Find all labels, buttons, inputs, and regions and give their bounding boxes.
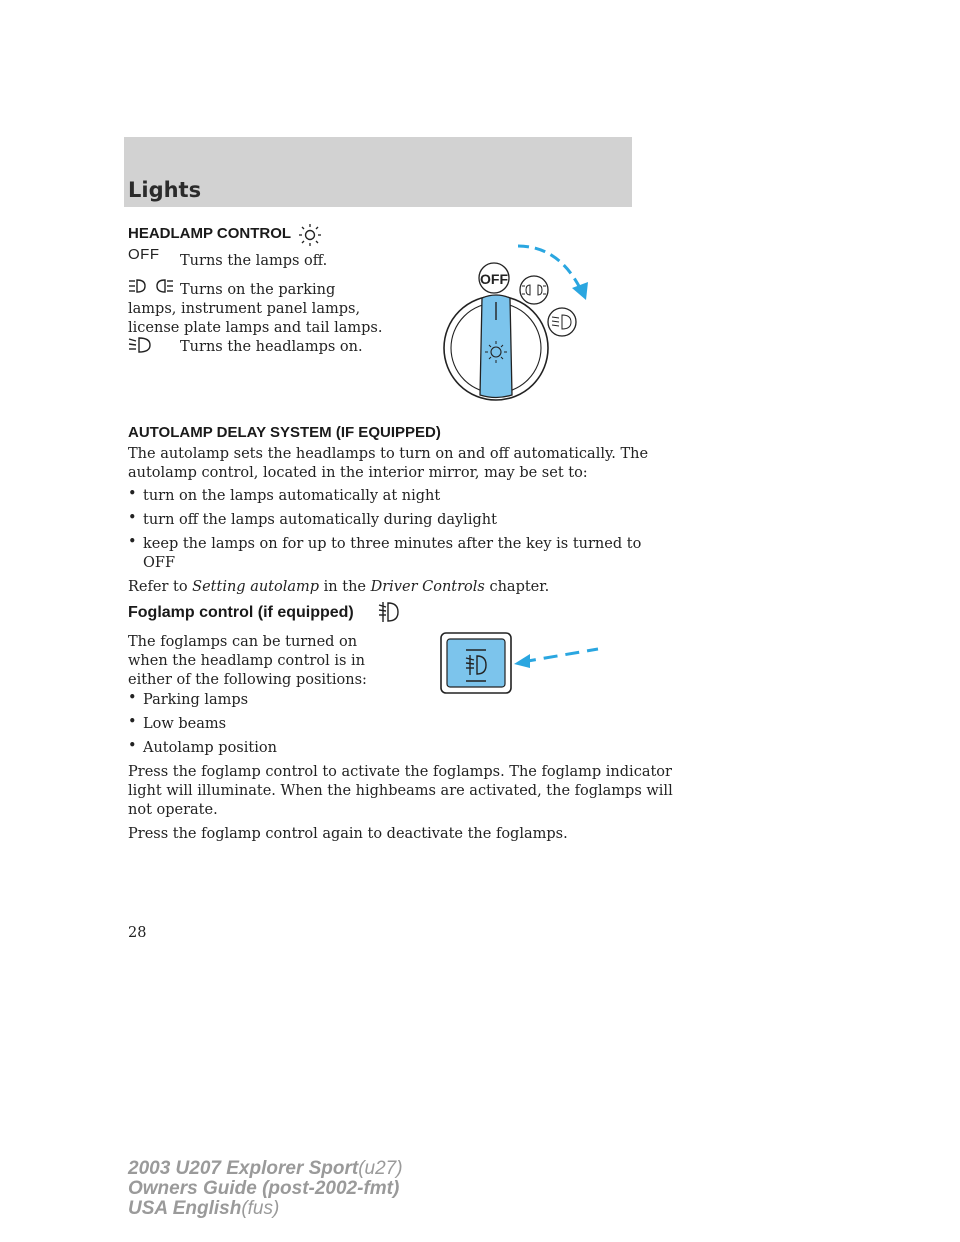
autolamp-bullet-2: turn off the lamps automatically during daylight (143, 512, 497, 528)
headlamps-icon (128, 336, 152, 354)
footer-guide: Owners Guide (post-2002-fmt) (128, 1178, 400, 1199)
foglamp-icon (378, 600, 400, 624)
foglamp-intro-line-2: when the headlamp control is in (128, 653, 365, 669)
off-label: OFF (128, 246, 160, 263)
off-description: Turns the lamps off. (180, 253, 328, 269)
section-title: Lights (128, 178, 202, 202)
parking-description-line-1: Turns on the parking (180, 282, 336, 298)
foglamp-para1-line-1: Press the foglamp control to activate the foglamps. The foglamp indicator (128, 764, 672, 780)
bullet-marker: • (128, 486, 137, 502)
bullet-marker: • (128, 534, 137, 550)
refer-suffix: chapter. (489, 579, 550, 595)
autolamp-intro-line-1: The autolamp sets the headlamps to turn on and off automatically. The (128, 446, 649, 462)
bullet-marker: • (128, 690, 137, 706)
foglamp-para2: Press the foglamp control again to deactivate the foglamps. (128, 826, 568, 842)
headlamp-control-heading: HEADLAMP CONTROL (128, 225, 292, 242)
foglamp-intro-line-3: either of the following positions: (128, 672, 367, 688)
footer-line-2 (128, 1179, 399, 1198)
autolamp-intro-line-2: autolamp control, located in the interior mirror, may be set to: (128, 465, 588, 481)
foglamp-bullet-1: Parking lamps (143, 692, 249, 708)
bullet-marker: • (128, 738, 137, 754)
refer-prefix: Refer to (128, 579, 188, 595)
parking-description-line-3: license plate lamps and tail lamps. (128, 320, 383, 336)
footer-line-3 (128, 1199, 279, 1218)
footer-language-code: (fus) (241, 1198, 280, 1219)
parking-description-line-2: lamps, instrument panel lamps, (128, 301, 361, 317)
page-number: 28 (128, 925, 147, 941)
autolamp-sun-icon (298, 223, 322, 247)
refer-chapter: Driver Controls (370, 579, 485, 595)
refer-middle: in the (323, 579, 366, 595)
autolamp-refer-line (128, 577, 549, 597)
foglamp-heading: Foglamp control (if equipped) (128, 604, 354, 621)
foglamp-bullet-2: Low beams (143, 716, 227, 732)
autolamp-bullet-3: keep the lamps on for up to three minutes after the key is turned to (143, 536, 642, 552)
footer-vehicle: 2003 U207 Explorer Sport (128, 1158, 359, 1179)
autolamp-bullet-1: turn on the lamps automatically at night (143, 488, 441, 504)
foglamp-bullet-3: Autolamp position (143, 740, 277, 756)
bullet-marker: • (128, 510, 137, 526)
dial-off-text: OFF (480, 271, 508, 287)
footer-line-1 (128, 1159, 403, 1178)
headlamp-control-dial-illustration (430, 240, 630, 410)
foglamp-para1-line-3: not operate. (128, 802, 218, 818)
headlamps-description: Turns the headlamps on. (180, 339, 363, 355)
parking-lamps-icon (128, 278, 174, 294)
refer-link: Setting autolamp (192, 579, 320, 595)
foglamp-button-illustration (440, 632, 610, 696)
foglamp-intro-line-1: The foglamps can be turned on (128, 634, 358, 650)
footer-vehicle-code: (u27) (358, 1158, 403, 1179)
foglamp-para1-line-2: light will illuminate. When the highbeams are activated, the foglamps will (128, 783, 673, 799)
autolamp-bullet-3-continued: OFF (143, 555, 176, 571)
bullet-marker: • (128, 714, 137, 730)
autolamp-heading: AUTOLAMP DELAY SYSTEM (IF EQUIPPED) (128, 424, 441, 441)
footer-language: USA English (128, 1198, 242, 1219)
